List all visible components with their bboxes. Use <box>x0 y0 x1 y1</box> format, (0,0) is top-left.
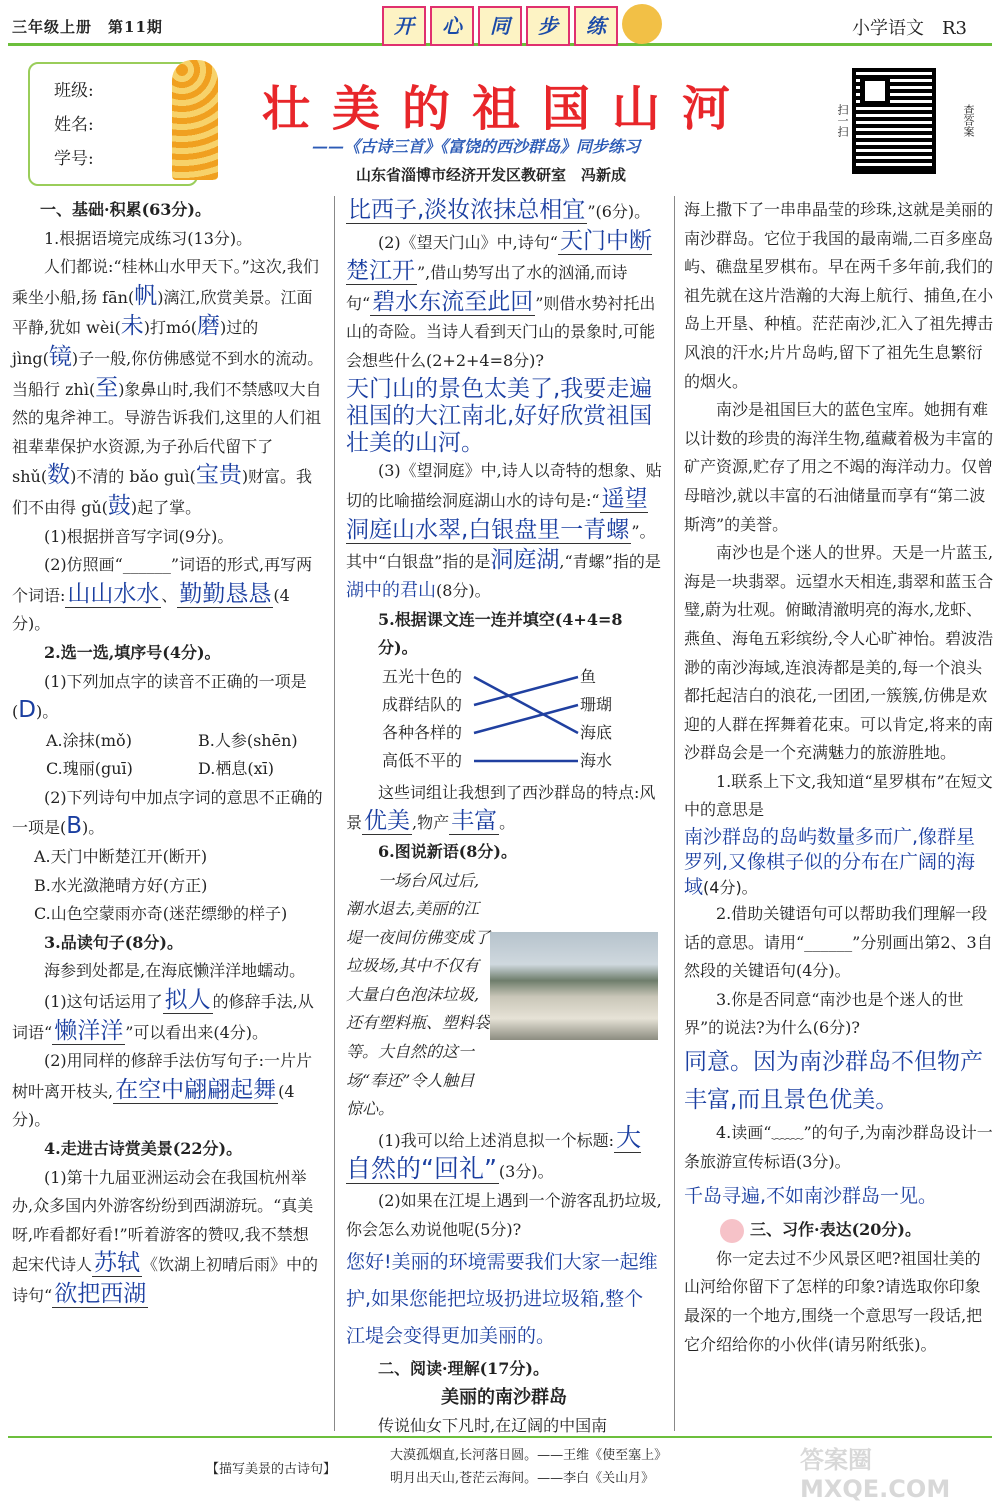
match-line <box>474 677 578 705</box>
rabbit-icon <box>720 1219 744 1243</box>
giraffe-icon <box>172 60 218 180</box>
answer: 勤勤恳恳 <box>179 580 272 607</box>
reading-text: 海上撒下了一串串晶莹的珍珠,这就是美丽的南沙群岛。它位于我国的最南端,二百多座岛屿、礁盘星罗棋布。早在两千多年前,我们的祖先就在这片浩瀚的大海上航行、捕鱼,在小岛上开垦、种植。茫茫南沙,汇入了祖先搏击风浪的汗水;片片岛屿,留下了祖先生息繁衍的烟火。 <box>684 200 994 391</box>
column-divider <box>674 196 675 1431</box>
scan-label: 扫一扫 <box>836 104 849 137</box>
match-right: 海底 <box>580 722 613 742</box>
litter-photo <box>490 932 658 1040</box>
column-1 <box>12 196 324 1311</box>
section-heading: 二、阅读·理解(17分)。 <box>378 1359 549 1379</box>
question: (1)这句话运用了拟人 的修辞手法,从词语“懒洋洋 ”可以看出来(4分)。 <box>12 987 314 1044</box>
answer-label: 查答案 <box>962 104 975 137</box>
question: 4.读画“﹏﹏”的句子,为南沙群岛设计一条旅游宣传标语(3分)。 <box>684 1123 993 1171</box>
question: (3)《望洞庭》中,诗人以奇特的想象、贴切的比喻描绘洞庭湖山水的诗句是:“遥望洞庭山水翠,白银盘里一青螺 ”。其中“白银盘”指的是洞庭湖,“青螺”指的是湖中的君山(8分)。 <box>346 460 662 601</box>
match-left: 成群结队的 <box>382 694 463 714</box>
footer-tag: 【描写美景的古诗句】 <box>206 1462 337 1477</box>
news-text: 一场台风过后,潮水退去,美丽的江堤一夜间仿佛变成了垃圾场,其中不仅有大量白色泡沫垃圾,还有塑料瓶、塑料袋等。大自然的这一场“奉还”令人触目惊心。 <box>346 870 491 1119</box>
question: (2)下列诗句中加点字词的意思不正确的一项是(B)。 <box>12 787 323 840</box>
option-row: A.涂抹(mǒ) B.人参(shēn) <box>46 730 298 750</box>
match-left: 高低不平的 <box>382 750 463 770</box>
question: 1.根据语境完成练习(13分)。 <box>44 228 253 248</box>
reading-text: 南沙也是个迷人的世界。天是一片蓝玉,海是一块翡翠。远望水天相连,翡翠和蓝玉合璧,蔚为壮观。俯瞰清澈明亮的海水,龙虾、燕鱼、海龟五彩缤纷,令人心旷神怡。碧波浩渺的南沙海域,连浪涛都是美的,每一个浪头都托起洁白的浪花,一团团,一簇簇,仿佛是欢迎的人群在挥舞着花束。可以肯定,将来的南沙群岛会是一个充满魅力的旅游胜地。 <box>684 543 994 763</box>
match-right: 海水 <box>580 750 613 770</box>
footer-poem: 大漠孤烟直,长河落日圆。——王维《使至塞上》 <box>390 1448 668 1463</box>
brand-char: 步 <box>526 6 570 46</box>
watermark: 答案圈 MXQE.COM <box>800 1446 951 1503</box>
answer: 南沙群岛的岛屿数量多而广,像群星罗列,又像棋子似的分布在广阔的海域(4分)。 <box>684 826 976 899</box>
section-heading: 一、基础·积累(63分)。 <box>40 200 211 219</box>
writing-prompt: 你一定去过不少风景区吧?祖国壮美的山河给你留下了怎样的印象?请选取你印象最深的一个地方,围绕一个意思写一段话,把它介绍给你的小伙伴(请另附纸张)。 <box>684 1248 983 1354</box>
match-right: 鱼 <box>580 666 597 686</box>
question: 6.图说新语(8分)。 <box>378 841 517 861</box>
qr-code-icon[interactable] <box>852 68 936 174</box>
id-label: 学号: <box>54 149 94 169</box>
brand-char: 练 <box>574 6 618 46</box>
answer: 您好!美丽的环境需要我们大家一起维护,如果您能把垃圾扔进垃圾箱,整个江堤会变得更加美丽的。 <box>346 1251 658 1348</box>
answer: 同意。因为南沙群岛不但物产丰富,而且景色优美。 <box>684 1049 983 1114</box>
option: B.水光潋滟晴方好(方正) <box>34 875 208 895</box>
question: (2)《望天门山》中,诗句“天门中断楚江开 ”,借山势写出了水的汹涌,而诗句“碧水东流至此回 ”则借水势衬托出山的奇险。当诗人看到天门山的景象时,可能会想些什么(2+2+4=8分)? <box>346 227 656 370</box>
reading-text: 南沙是祖国巨大的蓝色宝库。她拥有难以计数的珍贵的海洋生物,蕴藏着极为丰富的矿产资源,贮存了用之不竭的海洋动力。仅曾母暗沙,就以丰富的石油储量而享有“第二波斯湾”的美誉。 <box>684 400 994 534</box>
cow-mascot-icon <box>622 4 662 44</box>
match-line <box>474 705 578 733</box>
question: (1)第十九届亚洲运动会在我国杭州举办,众多国内外游客纷纷到西湖游玩。“真美呀,咋看都好看!”听着游客的赞叹,我不禁想起宋代诗人苏轼 《饮湖上初晴后雨》中的诗句“欲把西湖 <box>12 1167 319 1307</box>
match-left: 五光十色的 <box>382 666 463 686</box>
brand-char: 同 <box>478 6 522 46</box>
answer: 天门山的景色太美了,我要走遍祖国的大江南北,好好欣赏祖国壮美的山河。 <box>346 375 653 456</box>
question: (1)下列加点字的读音不正确的一项是(D)。 <box>12 671 307 724</box>
question: 4.走进古诗赏美景(22分)。 <box>44 1139 243 1158</box>
question: (1)根据拼音写字词(9分)。 <box>44 526 234 546</box>
name-label: 姓名: <box>54 115 94 135</box>
brand-char: 开 <box>382 6 426 46</box>
question: (2)用同样的修辞手法仿写句子:一片片树叶离开枝头,在空中翩翩起舞 (4分)。 <box>12 1051 313 1130</box>
issue-label: 三年级上册 第11期 <box>12 18 163 36</box>
section-heading: 三、习作·表达(20分)。 <box>684 1216 994 1245</box>
question: 3.品读句子(8分)。 <box>44 932 183 952</box>
match-line <box>474 677 578 733</box>
passage: 人们都说:“桂林山水甲天下。”这次,我们乘坐小船,扬 fān(帆)漓江,欣赏美景。江面平静,犹如 wèi(未)打mó(磨)过的 jìng(镜)子一般,你仿佛感觉不到水的流动。当船行 zhì(至)象鼻山时,我们不禁感叹大自然的鬼斧神工。导游告诉我们,这里的人们祖祖辈辈保护水资源,为子孙后代留下了 shǔ(数)不清的 bǎo guì(宝贵)财富。我们不由得 gǔ(鼓)起了掌。 <box>12 257 324 519</box>
match-right: 珊瑚 <box>580 694 613 714</box>
column-divider <box>334 196 335 1431</box>
answer-line: 比西子,淡妆浓抹总相宜 ”(6分)。 <box>348 197 651 223</box>
match-lines <box>346 663 662 779</box>
question: (2)如果在江堤上遇到一个游客乱扔垃圾,你会怎么劝说他呢(5分)? <box>346 1191 662 1239</box>
reading-text: 传说仙女下凡时,在辽阔的中国南 <box>378 1416 608 1436</box>
subject-label: 小学语文 R3 <box>852 18 968 39</box>
footer-poem: 明月出天山,苍茫云海间。——李白《关山月》 <box>390 1471 655 1486</box>
option: C.山色空蒙雨亦奇(迷茫缥缈的样子) <box>34 904 288 924</box>
answer: 千岛寻遍,不如南沙群岛一见。 <box>684 1185 938 1208</box>
question: (2)仿照画“______”词语的形式,再写两个词语:山山水水 、勤勤恳恳 (4分)。 <box>12 555 313 634</box>
match-left: 各种各样的 <box>382 722 463 742</box>
question: 2.借助关键语句可以帮助我们理解一段话的意思。请用“______”分别画出第2、3自然段的关键语句(4分)。 <box>684 904 993 981</box>
column-3 <box>684 196 994 1359</box>
page-title: 壮美的祖国山河 <box>262 81 753 137</box>
column-2 <box>346 196 662 1441</box>
option: A.天门中断楚江开(断开) <box>34 847 208 867</box>
question: 这些词组让我想到了西沙群岛的特点:风景优美 ,物产丰富 。 <box>346 782 656 835</box>
question: 3.你是否同意“南沙也是个迷人的世界”的说法?为什么(6分)? <box>684 989 964 1038</box>
question: (1)我可以给上述消息拟一个标题:大自然的“回礼” (3分)。 <box>346 1122 642 1184</box>
question: 5.根据课文连一连并填空(4+4=8分)。 <box>378 609 623 658</box>
class-label: 班级: <box>54 81 94 101</box>
quote: 海参到处都是,在海底懒洋洋地蠕动。 <box>44 961 306 981</box>
author-line: 山东省淄博市经济开发区教研室 冯新成 <box>356 166 627 184</box>
question: 1.联系上下文,我知道“星罗棋布”在短文中的意思是 <box>684 771 993 820</box>
answer: 山山水水 <box>67 580 160 607</box>
option-row: C.瑰丽(guī) D.栖息(xī) <box>46 759 274 779</box>
reading-title: 美丽的南沙群岛 <box>441 1386 567 1408</box>
brand-char: 心 <box>430 6 474 46</box>
question: 2.选一选,填序号(4分)。 <box>44 642 221 662</box>
page-subtitle: ——《古诗三首》《富饶的西沙群岛》同步练习 <box>312 137 641 156</box>
match-area <box>346 663 662 779</box>
